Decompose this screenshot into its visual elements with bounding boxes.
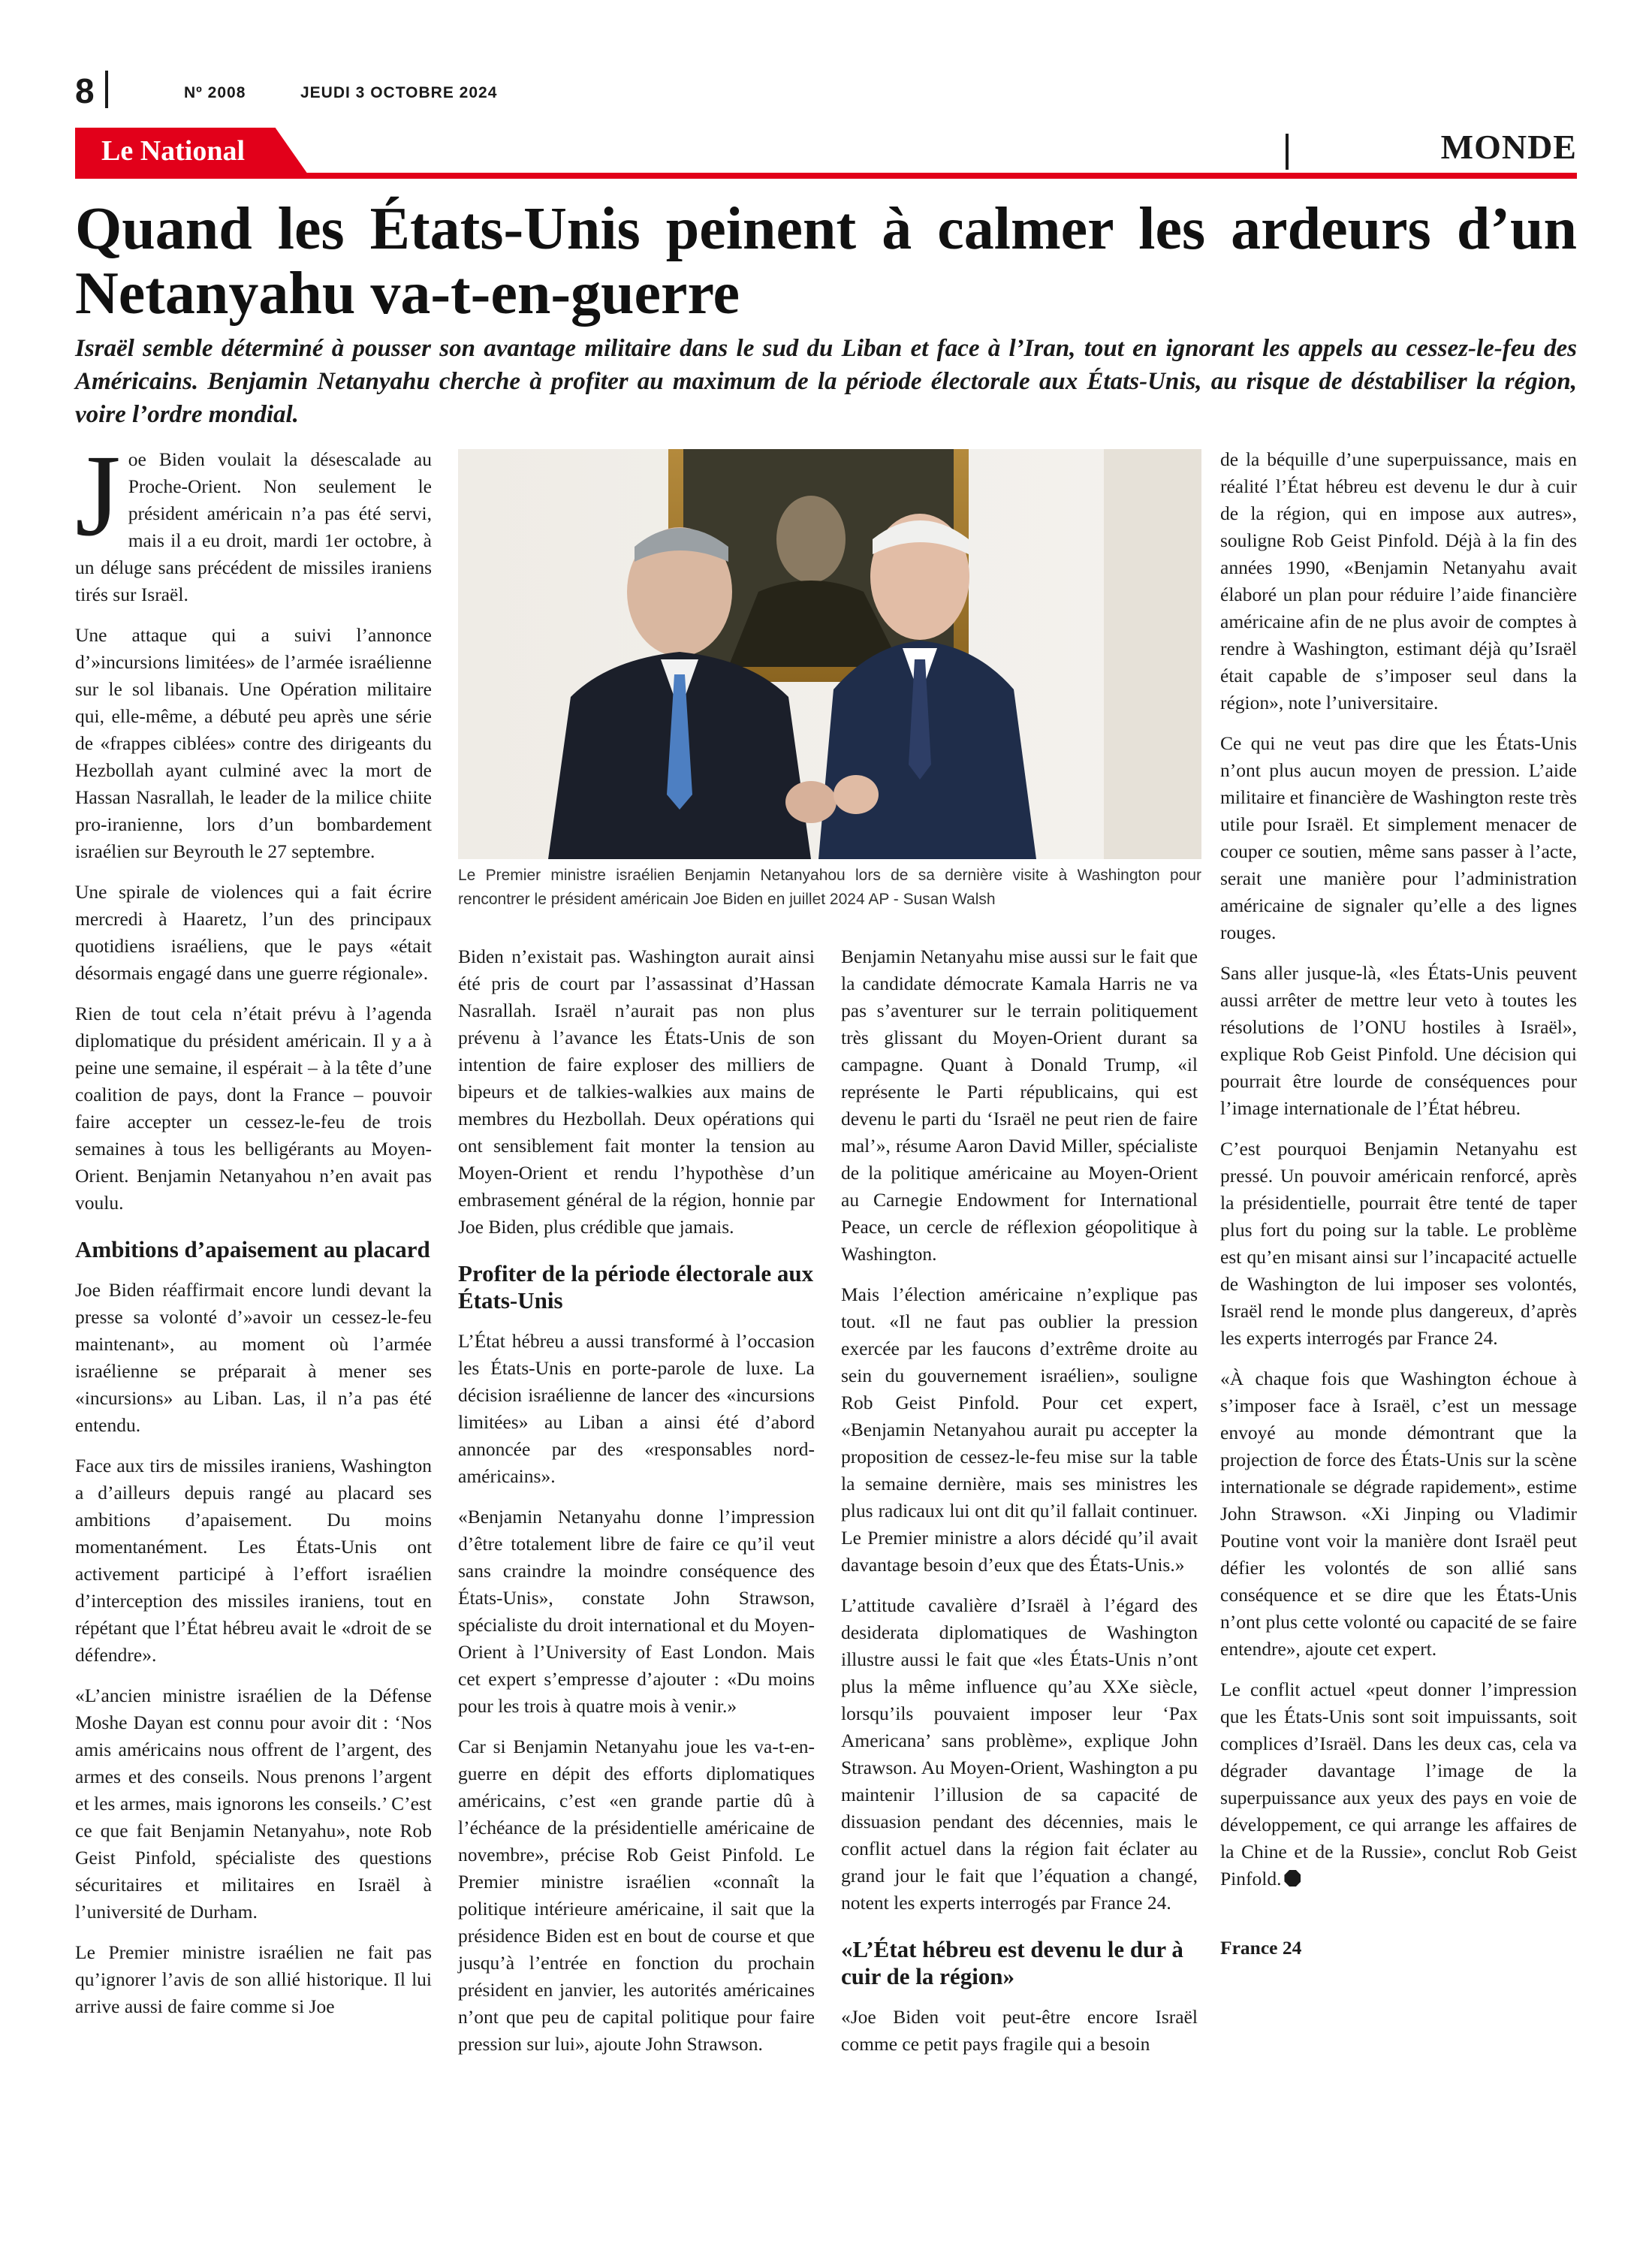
page-number: 8 — [75, 71, 95, 110]
article-standfirst: Israël semble déterminé à pousser son avantage militaire dans le sud du Liban et face à l’Iran, tout en ignorant les appels au cessez-le-feu des Américains. Benjamin Netanyahu cherche à profiter au maximum de la période électorale aux États-Unis, au risque de déstabiliser la région, voire l’ordre mondial. — [75, 335, 1577, 428]
paragraph: Face aux tirs de missiles iraniens, Washington a d’ailleurs depuis rangé au placard ses ambitions d’apaisement. Du moins momentanément. Les États-Unis ont activement participé à l’effort israélien d’interception des missiles iraniens, tout en répétant que l’État hébreu avait le «droit de se défendre». — [75, 1455, 432, 1666]
paragraph: Joe Biden réaffirmait encore lundi devant la presse sa volonté d’»avoir un cessez-le-feu maintenant», au moment où l’armée israélienne se préparait à mener ses «incursions» au Liban. Las, il n’a pas été entendu. — [75, 1279, 432, 1436]
paragraph — [75, 430, 432, 608]
section-title: MONDE — [1440, 128, 1577, 166]
paragraph: Mais l’élection américaine n’explique pas tout. «Il ne faut pas oublier la pression exercée par les faucons d’extrême droite au sein du gouvernement israélien», souligne Rob Geist Pinfold. Pour cet expert, «Benjamin Netanyahou aurait pu accepter la proposition de cessez-le-feu mise sur la table la semaine dernière, mais ses ministres les plus radicaux lui ont dit qu’il fallait continuer. Le Premier ministre a alors décidé qu’il avait davantage besoin d’eux que des États-Unis.» — [841, 1283, 1198, 1576]
paragraph: Rien de tout cela n’était prévu à l’agenda diplomatique du président américain. Il y a à peine une semaine, il espérait – à la tête d’une coalition de pays, dont la France – pouvoir faire accepter un cessez-le-feu de trois semaines à tous les belligérants au Moyen-Orient. Benjamin Netanyahou n’en avait pas voulu. — [75, 1003, 432, 1214]
paragraph: C’est pourquoi Benjamin Netanyahu est pressé. Un pouvoir américain renforcé, après la présidentielle, pourrait être tenté de taper plus fort du poing sur la table. Le problème est qu’en misant ainsi sur l’incapacité actuelle de Washington de lui imposer ses volontés, Israël rend le monde plus dangereux, d’après les experts interrogés par France 24. — [1220, 1138, 1577, 1349]
article-headline: Quand les États-Unis peinent à calmer les ardeurs d’un Netanyahu va-t-en-guerre — [75, 196, 1577, 327]
paragraph: Le Premier ministre israélien ne fait pas qu’ignorer l’avis de son allié historique. Il lui arrive aussi de faire comme si Joe — [75, 1941, 432, 2017]
article-column-1 — [75, 430, 432, 2034]
paragraph: Benjamin Netanyahu mise aussi sur le fait que la candidate démocrate Kamala Harris ne va pas s’aventurer sur le terrain politiquement très glissant du Moyen-Orient durant sa campagne. Quant à Donald Trump, «il représente le Parti républicains, qui est devenu le parti du ‘Israël ne peut rien de faire mal’», résume Aaron David Miller, spécialiste de la politique américaine au Moyen-Orient au Carnegie Endowment for International Peace, un cercle de réflexion géopolitique à Washington. — [841, 946, 1198, 1265]
page-number-divider — [105, 71, 108, 108]
article-photo — [458, 449, 1201, 859]
paragraph: Biden n’existait pas. Washington aurait ainsi été pris de court par l’assassinat d’Hassan Nasrallah. Israël n’aurait pas non plus prévenu à l’avance les États-Unis de son intention de faire exploser des milliers de bipeurs et de talkies-walkies aux mains de membres du Hezbollah. Deux opérations qui ont sensiblement fait monter la tension au Moyen-Orient et rendu l’hypothèse d’un embrasement général de la région, honnie par Joe Biden, plus crédible que jamais. — [458, 946, 815, 1238]
paragraph: L’État hébreu a aussi transformé à l’occasion les États-Unis en porte-parole de luxe. La décision israélienne de lancer des «incursions limitées» au Liban a ainsi été d’abord annoncée par des «responsables nord-américains». — [458, 1330, 815, 1487]
paragraph: Une spirale de violences qui a fait écrire mercredi à Haaretz, l’un des principaux quotidiens israéliens, que le pays «était désormais engagé dans une guerre régionale». — [75, 881, 432, 984]
paragraph: L’attitude cavalière d’Israël à l’égard des desiderata diplomatiques de Washington illustre aussi le fait que «les États-Unis n’ont plus la même influence qu’au XXe siècle, lorsqu’ils pouvaient imposer leur ‘Pax Americana’ sans problème», explique John Strawson. Au Moyen-Orient, Washington a pu maintenir l’illusion de sa capacité de dissuasion pendant des décennies, mais le conflit actuel dans la région fait éclater au grand jour le fait que l’équation a changé, notent les experts interrogés par France 24. — [841, 1594, 1198, 1914]
drop-cap: J — [75, 430, 121, 560]
photo-illustration — [458, 449, 1201, 859]
paragraph — [1220, 1676, 1577, 1893]
issue-date: JEUDI 3 OCTOBRE 2024 — [300, 84, 498, 101]
article-column-2 — [458, 943, 815, 2071]
paragraph: Ce qui ne veut pas dire que les États-Unis n’ont plus aucun moyen de pression. L’aide militaire et financière de Washington reste très utile pour Israël. Et simplement menacer de couper ce soutien, même sans passer à l’acte, serait une manière pour l’administration américaine de signaler qu’elle a des lignes rouges. — [1220, 732, 1577, 943]
brand-logo: Le National — [101, 135, 246, 167]
paragraph-text: oe Biden voulait la désescalade au Proche-Orient. Non seulement le président américain n’a pas été servi, mais il a eu droit, mardi 1er octobre, à un déluge sans précédent de missiles iraniens tirés sur Israël. — [75, 448, 432, 605]
issue-number: Nº 2008 — [184, 84, 246, 101]
paragraph: «À chaque fois que Washington échoue à s’imposer face à Israël, c’est un message envoyé au monde démontrant que la projection de force des États-Unis sur la scène internationale se dégrade rapidement», estime John Strawson. «Xi Jinping ou Vladimir Poutine vont voir la manière dont Israël peut défier les volontés de son allié sans conséquence et se dire que les États-Unis n’ont plus cette volonté ou capacité de se faire entendre», ajoute cet expert. — [1220, 1368, 1577, 1660]
article-column-4 — [1220, 446, 1577, 1962]
paragraph: de la béquille d’une superpuissance, mais en réalité l’État hébreu est devenu le dur à cuir de la région, qui en impose aux autres», souligne Rob Geist Pinfold. Déjà à la fin des années 1990, «Benjamin Netanyahu avait élaboré un plan pour réduire l’aide financière américaine afin de ne plus avoir de comptes à rendre à Washington, estimant déjà qu’Israël était capable de s’imposer seul dans la région», note l’universitaire. — [1220, 448, 1577, 713]
paragraph: Sans aller jusque-là, «les États-Unis peuvent aussi arrêter de mettre leur veto à toutes les résolutions de l’ONU hostiles à Israël», explique Rob Geist Pinfold. Une décision qui pourrait être lourde de conséquences pour l’image internationale de l’État hébreu. — [1220, 962, 1577, 1119]
subheading: «L’État hébreu est devenu le dur à cuir de la région» — [841, 1936, 1183, 1989]
paragraph: «Joe Biden voit peut-être encore Israël comme ce petit pays fragile qui a besoin — [841, 2006, 1198, 2055]
article-column-3 — [841, 943, 1198, 2071]
section-divider — [1286, 134, 1289, 170]
article-source: France 24 — [1220, 1937, 1302, 1959]
end-of-article-icon — [1284, 1870, 1301, 1887]
paragraph-text: Le conflit actuel «peut donner l’impression que les États-Unis sont soit impuissants, soit complices d’Israël. Dans les deux cas, cela va dégrader davantage l’image de la superpuissance aux yeux des pays en voie de développement, ce qui arrange les affaires de la Chine et de la Russie», conclut Rob Geist Pinfold. — [1220, 1678, 1577, 1890]
paragraph: «Benjamin Netanyahu donne l’impression d’être totalement libre de faire ce qu’il veut sans craindre la moindre conséquence des États-Unis», constate John Strawson, spécialiste du droit international et du Moyen-Orient à l’University of East London. Mais cet expert s’empresse d’ajouter : «Du moins pour les trois à quatre mois à venir.» — [458, 1506, 815, 1717]
subheading: Profiter de la période électorale aux États-Unis — [458, 1260, 814, 1313]
subheading: Ambitions d’apaisement au placard — [75, 1236, 430, 1262]
photo-caption: Le Premier ministre israélien Benjamin Netanyahou lors de sa dernière visite à Washington pour rencontrer le président américain Joe Biden en juillet 2024 AP - Susan Walsh — [458, 867, 1201, 908]
paragraph: Une attaque qui a suivi l’annonce d’»incursions limitées» de l’armée israélienne sur le sol libanais. Une Opération militaire qui, elle-même, a débuté peu après une série de «frappes ciblées» contre des dirigeants du Hezbollah ayant culminé avec la mort de Hassan Nasrallah, le leader de la milice chiite pro-iranienne, lors d’un bombardement israélien sur Beyrouth le 27 septembre. — [75, 624, 432, 862]
paragraph: Car si Benjamin Netanyahu joue les va-t-en-guerre en dépit des efforts diplomatiques américains, c’est «en grande partie dû à l’échéance de la présidentielle américaine de novembre», précise Rob Geist Pinfold. Le Premier ministre israélien «connaît la politique intérieure américaine, il sait que la présidence Biden est en bout de course et que jusqu’à l’entrée en fonction du prochain président en janvier, les autorités américaines n’ont que peu de capital politique pour faire pression sur lui», ajoute John Strawson. — [458, 1736, 815, 2055]
paragraph: «L’ancien ministre israélien de la Défense Moshe Dayan est connu pour avoir dit : ‘Nos amis américains nous offrent de l’argent, des armes et des conseils. Nous prenons l’argent et les armes, mais ignorons les conseils.’ C’est ce que fait Benjamin Netanyahu», note Rob Geist Pinfold, spécialiste des questions sécuritaires et militaires en Israël à l’université de Durham. — [75, 1684, 432, 1923]
